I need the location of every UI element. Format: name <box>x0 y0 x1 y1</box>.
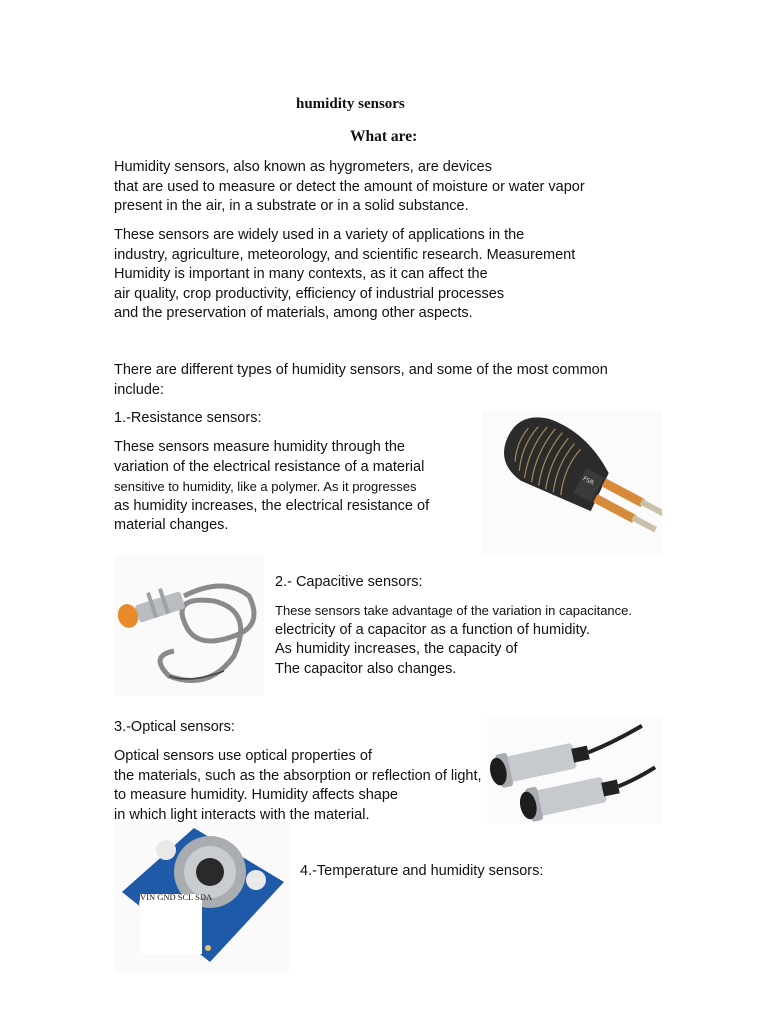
intro-paragraph-2: These sensors are widely used in a variety of applications in the industry, agriculture, meteorology, and scientific research. Measurement Humidity is important in many contexts, as it can affect the air quality, crop productivity, efficiency of industrial processes and the preservation of materials, among other aspects. <box>114 227 576 321</box>
resistance-sensor-image <box>482 410 662 555</box>
fsr-label: FSR <box>581 475 595 487</box>
temperature-humidity-module-image <box>114 822 290 972</box>
capacitive-heading: 2.- Capacitive sensors: <box>275 574 423 590</box>
page-subtitle: What are: <box>350 128 418 145</box>
temperature-heading: 4.-Temperature and humidity sensors: <box>300 863 544 879</box>
capacitive-text: These sensors take advantage of the variation in capacitance. electricity of a capacitor as a function of humidity. As humidity increases, the capacity of The capacitor also changes. <box>275 603 632 677</box>
module-pin-label: VIN GND SCL SDA <box>140 892 213 902</box>
page-title: humidity sensors <box>296 96 405 112</box>
optical-heading: 3.-Optical sensors: <box>114 719 235 735</box>
resistance-text: These sensors measure humidity through the variation of the electrical resistance of a material sensitive to humidity, like a polymer. As it progresses as humidity increases, the electrical resistance of material changes. <box>114 439 430 533</box>
optical-sensor-image <box>487 718 662 823</box>
capacitive-sensor-image <box>114 556 264 696</box>
module-white-patch <box>140 894 202 954</box>
resistance-heading: 1.-Resistance sensors: <box>114 410 262 426</box>
intro-paragraph-1: Humidity sensors, also known as hygrometers, are devices that are used to measure or detect the amount of moisture or water vapor present in the air, in a substrate or in a solid substance. <box>114 159 585 214</box>
intro-paragraph-3: There are different types of humidity sensors, and some of the most common include: <box>114 362 608 398</box>
optical-text: Optical sensors use optical properties of the materials, such as the absorption or reflection of light, to measure humidity. Humidity affects shape in which light interacts with the material. <box>114 748 482 823</box>
